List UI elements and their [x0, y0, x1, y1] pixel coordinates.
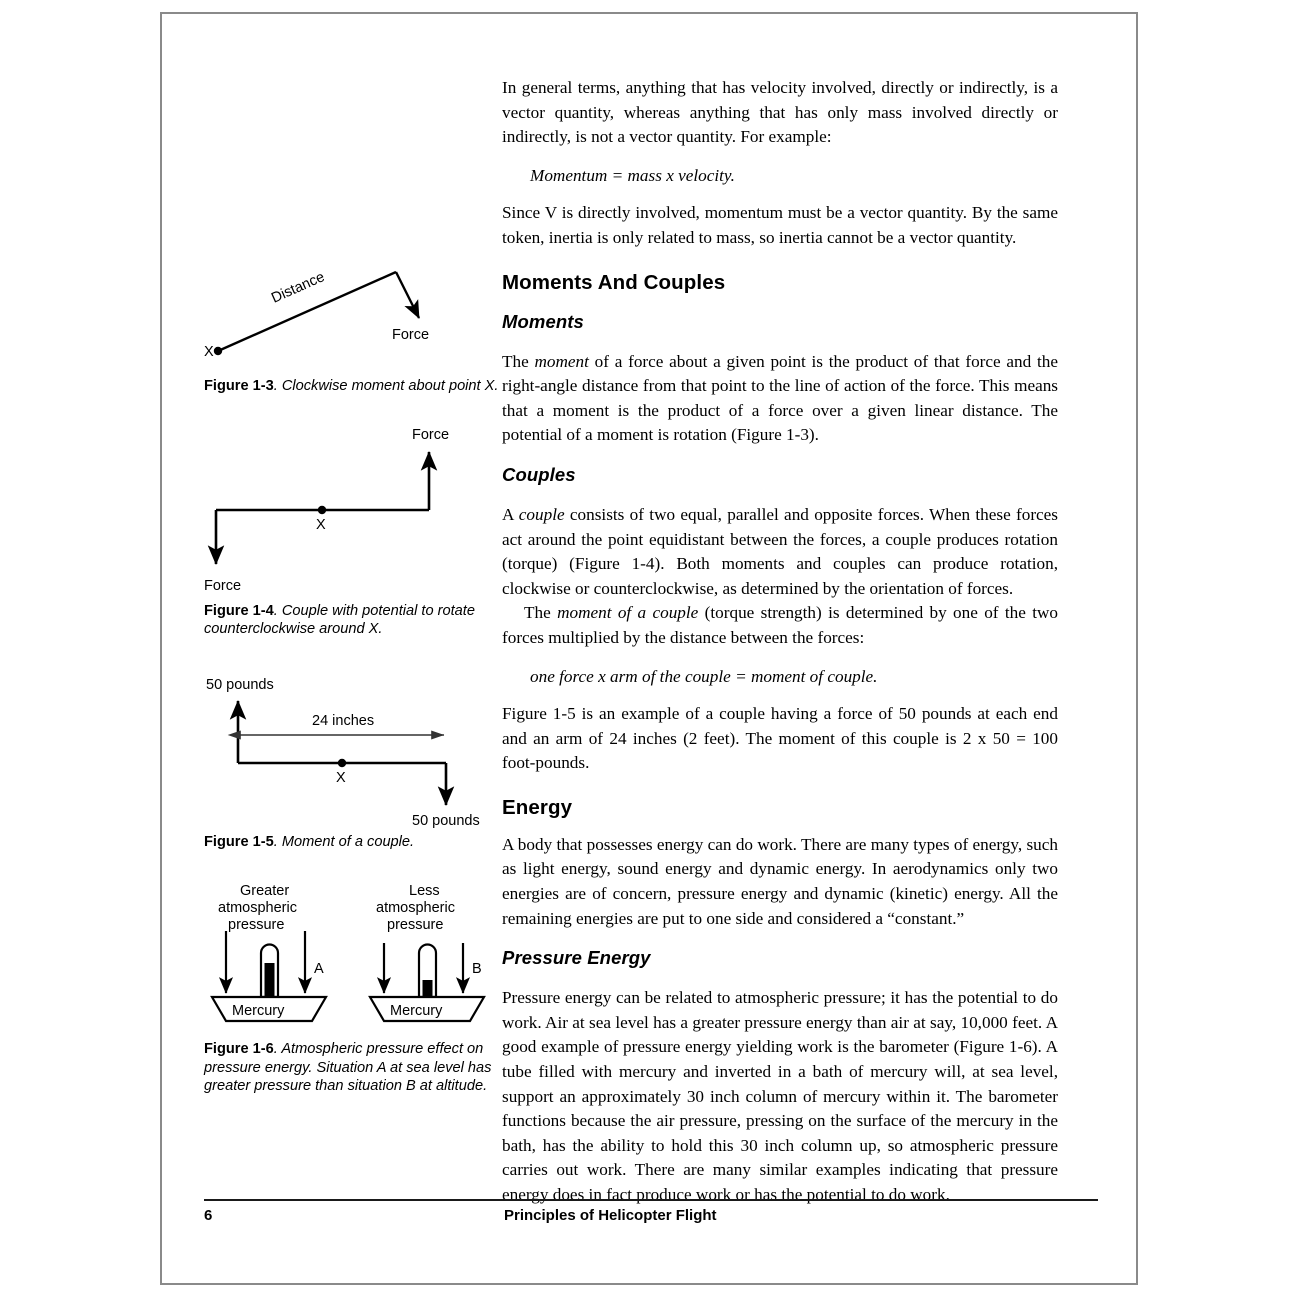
point-x-dot	[214, 347, 222, 355]
paragraph-couples-1	[502, 503, 1058, 601]
figure-1-5-label-x: X	[336, 769, 346, 786]
heading-energy: Energy	[502, 795, 573, 819]
figure-1-6-marker-a: A	[314, 961, 324, 977]
paragraph-moments-post: of a force about a given point is the product of that force and the right-angle distance from that point to the line of action of the force. This means that a moment is the product of a force over a given linear distance. The potential of a moment is rotation (Figure 1-3).	[502, 351, 1058, 445]
figure-1-6	[204, 881, 504, 1096]
paragraph-couples-1-pre: A	[502, 504, 519, 524]
paragraph-energy: A body that possesses energy can do work. There are many types of energy, such as light energy, sound energy and dynamic energy. In aerodynamics only two energies are of concern, pressure energy and dynamic (kinetic) energy. All the remaining energies are put to one side and considered a “constant.”	[502, 834, 1058, 928]
figure-1-5-label-force-right: 50 pounds	[412, 812, 480, 829]
figure-1-6-label-mercury-a: Mercury	[232, 1003, 285, 1019]
right-text-column	[502, 76, 1058, 1222]
footer-page-number: 6	[204, 1207, 213, 1224]
paragraph-figure-1-5-example: Figure 1-5 is an example of a couple having a force of 50 pounds at each end and an arm of 24 inches (2 feet). The moment of this couple is 2 x 50 = 100 foot-pounds.	[502, 704, 1058, 773]
figure-1-6-label-mercury-b: Mercury	[390, 1003, 443, 1019]
figure-1-4-artwork	[204, 426, 504, 598]
figure-1-3-label-force: Force	[392, 327, 430, 343]
left-figure-column	[204, 76, 504, 1096]
equation-momentum: Momentum = mass x velocity.	[530, 165, 735, 185]
figure-1-4	[204, 426, 504, 639]
footer-row	[204, 1207, 1098, 1233]
figure-1-6-marker-b: B	[472, 961, 482, 977]
barometer-b	[370, 883, 484, 1021]
force-arrow	[396, 272, 419, 318]
paragraph-couples-2-emphasis: moment of a couple	[557, 603, 699, 623]
figure-1-6-svg	[204, 881, 496, 1036]
figure-1-6-label-right-2: atmospheric	[376, 900, 455, 916]
mercury-column-b	[423, 980, 433, 997]
paragraph-couples-2-post: (torque strength) is determined by one of the two forces multiplied by the distance between the forces:	[502, 603, 1058, 647]
figure-1-4-caption-text: . Couple with potential to rotate counterclockwise around X.	[204, 602, 475, 637]
figure-1-5-artwork	[204, 677, 504, 829]
figure-1-6-label-left-1: Greater	[240, 883, 290, 899]
equation-couple: one force x arm of the couple = moment of couple.	[530, 666, 878, 686]
paragraph-moments	[502, 350, 1058, 448]
page-content	[162, 14, 1140, 1287]
footer-rule	[204, 1199, 1098, 1201]
figure-1-4-caption-label: Figure 1-4	[204, 602, 274, 619]
paragraph-couples-2	[502, 601, 1058, 650]
figure-1-6-artwork	[204, 881, 504, 1036]
figure-1-5-label-force-left: 50 pounds	[206, 676, 274, 693]
figure-1-3-svg	[204, 258, 484, 373]
paragraph-couples-1-emphasis: couple	[518, 504, 565, 524]
figure-1-3-caption-text: . Clockwise moment about point X.	[273, 378, 499, 394]
figure-1-5-caption-label: Figure 1-5	[204, 833, 274, 850]
paragraph-couples-1-post: consists of two equal, parallel and opposite forces. When these forces act around the point equidistant between the forces, a couple produces rotation (torque) (Figure 1-4). Both moments and couples can produce rotation, clockwise or counterclockwise, as determined by the orientation of forces.	[502, 504, 1058, 598]
figure-1-6-label-right-3: pressure	[387, 917, 444, 933]
heading-pressure-energy: Pressure Energy	[502, 947, 651, 969]
paragraph-intro-2: Since V is directly involved, momentum must be a vector quantity. By the same token, inertia is only related to mass, so inertia cannot be a vector quantity.	[502, 203, 1058, 247]
page-footer	[204, 1199, 1098, 1233]
mercury-column-a	[265, 963, 275, 997]
point-x-dot	[338, 758, 346, 766]
figure-1-3	[204, 258, 504, 396]
figure-1-6-label-right-1: Less	[409, 883, 440, 899]
figure-1-5-caption	[204, 833, 504, 852]
paragraph-couples-2-pre: The	[524, 603, 558, 623]
figure-1-5-svg	[204, 677, 494, 829]
figure-1-4-label-force-bottom: Force	[204, 577, 242, 594]
paragraph-pressure-energy: Pressure energy can be related to atmospheric pressure; it has the potential to do work. Air at sea level has a greater pressure energy than air at say, 10,000 feet. A good example of pressure energy yielding work is the barometer (Figure 1-6). A tube filled with mercury and inverted in a bath of mercury will, at sea level, support an approximately 30 inch column of mercury within it. The barometer functions because the air pressure, pressing on the surface of the mercury in the bath, has the ability to hold this 30 inch column up, so atmospheric pressure carries out work. There are many similar examples indicating that pressure energy does in fact produce work or has the potential to do work.	[502, 988, 1058, 1204]
figure-1-5-label-arm: 24 inches	[312, 712, 375, 729]
figure-1-3-label-x: X	[204, 344, 214, 360]
point-x-dot	[318, 505, 326, 513]
figure-1-3-caption	[204, 377, 504, 396]
heading-moments: Moments	[502, 310, 584, 332]
figure-1-4-label-x: X	[316, 516, 326, 533]
figure-1-6-label-left-3: pressure	[228, 917, 285, 933]
page-frame	[160, 12, 1138, 1285]
figure-1-3-artwork	[204, 258, 504, 373]
figure-1-5	[204, 677, 504, 852]
figure-1-6-label-left-2: atmospheric	[218, 900, 297, 916]
heading-couples: Couples	[502, 463, 576, 485]
figure-1-5-caption-text: . Moment of a couple.	[273, 833, 415, 850]
footer-book-title: Principles of Helicopter Flight	[504, 1207, 717, 1224]
figure-1-4-caption	[204, 602, 504, 639]
paragraph-moments-emphasis: moment	[534, 351, 589, 371]
figure-1-4-label-force-top: Force	[412, 426, 450, 443]
figure-1-3-label-distance: Distance	[269, 269, 328, 307]
paragraph-moments-pre: The	[502, 351, 535, 371]
figure-1-3-caption-label: Figure 1-3	[204, 378, 274, 394]
figure-1-6-caption-label: Figure 1-6	[204, 1041, 274, 1057]
figure-1-6-caption-text: . Atmospheric pressure effect on pressure energy. Situation A at sea level has greater pressure than situation B at altitude.	[204, 1041, 492, 1094]
figure-1-6-caption	[204, 1040, 504, 1096]
barometer-a	[212, 883, 326, 1021]
paragraph-intro-1: In general terms, anything that has velocity involved, directly or indirectly, is a vector quantity, whereas anything that has only mass involved directly or indirectly, is not a vector quantity. For example:	[502, 78, 1058, 147]
heading-moments-and-couples: Moments And Couples	[502, 270, 726, 294]
figure-1-4-svg	[204, 426, 494, 598]
